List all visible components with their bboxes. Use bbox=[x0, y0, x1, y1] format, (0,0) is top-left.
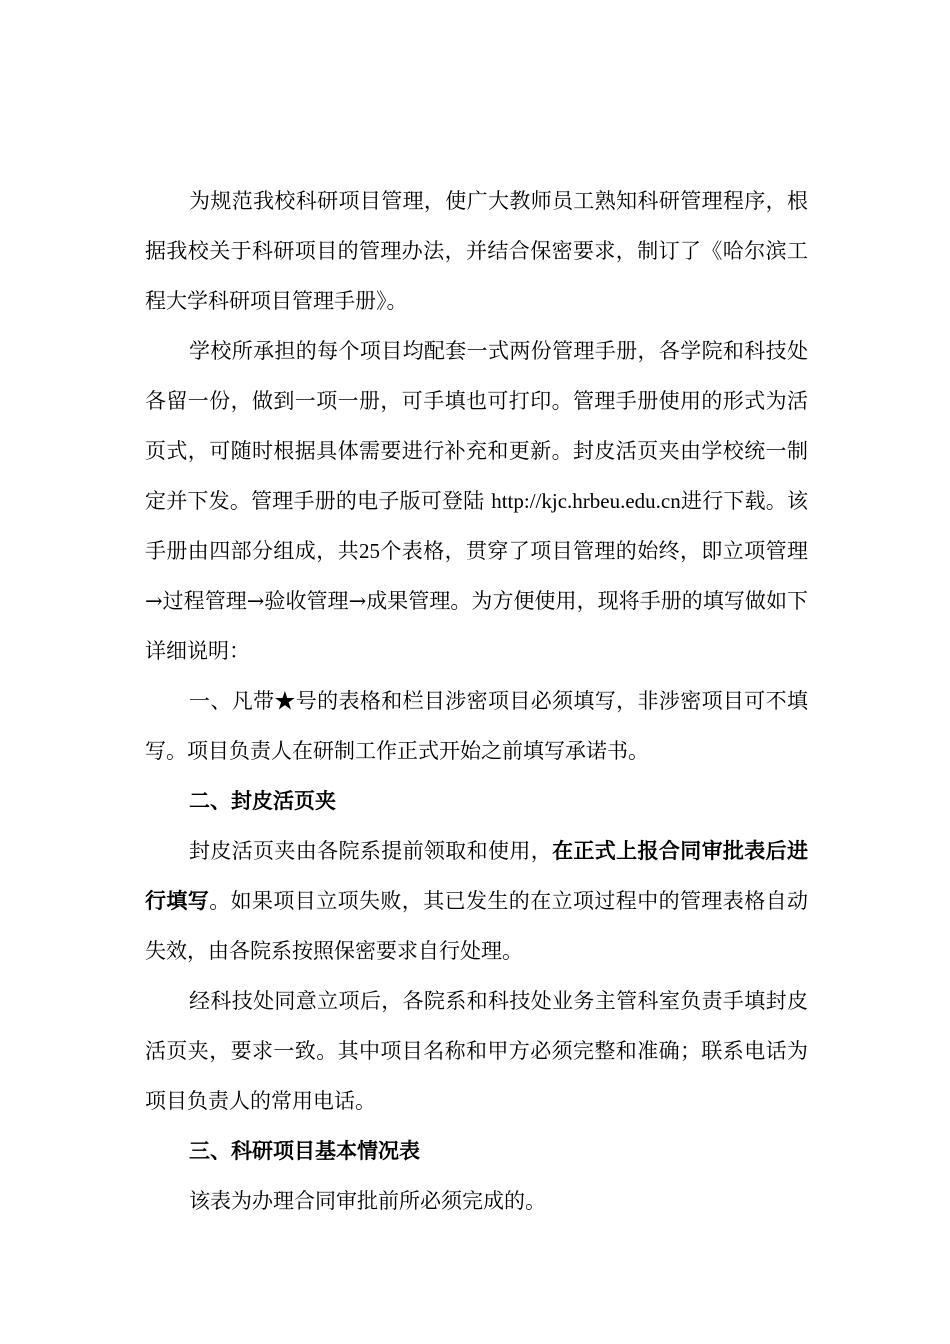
confidential-note-paragraph: 一、凡带★号的表格和栏目涉密项目必须填写，非涉密项目可不填写。项目负责人在研制工作正式开始之前填写承诺书。 bbox=[145, 689, 808, 763]
structure-text: 个表格，贯穿了项目管理的始终，即立项管理→过程管理→验收管理→成果管理。为方便使用，现将手册的填写做如下详细说明： bbox=[145, 539, 808, 663]
basic-info-paragraph: 该表为办理合同审批前所必须完成的。 bbox=[189, 1189, 546, 1213]
section-heading-cover: 二、封皮活页夹 bbox=[189, 789, 336, 813]
table-count: 25 bbox=[359, 539, 380, 563]
intro-paragraph: 为规范我校科研项目管理，使广大教师员工熟知科研管理程序，根据我校关于科研项目的管理办法，并结合保密要求，制订了《哈尔滨工程大学科研项目管理手册》。 bbox=[145, 189, 808, 313]
cover-text: 封皮活页夹由各院系提前领取和使用， bbox=[189, 839, 553, 863]
cover-fill-paragraph: 经科技处同意立项后，各院系和科技处业务主管科室负责手填封皮活页夹，要求一致。其中项目名称和甲方必须完整和准确；联系电话为项目负责人的常用电话。 bbox=[145, 989, 808, 1113]
cover-paragraph bbox=[145, 826, 808, 976]
cover-text-rest: 。如果项目立项失败，其已发生的在立项过程中的管理表格自动失效，由各院系按照保密要求自行处理。 bbox=[145, 889, 809, 963]
section-heading-basic-info: 三、科研项目基本情况表 bbox=[189, 1139, 420, 1163]
manual-description-text: 学校所承担的每个项目均配套一式两份管理手册，各学院和科技处各留一份，做到一项一册，可手填也可打印。管理手册使用的形式为活页式，可随时根据具体需要进行补充和更新。封皮活页夹由学校统一制定并下发。管理手册的电子版可登陆 bbox=[145, 339, 808, 513]
download-text: 进行下载。该手册由四部分组成，共 bbox=[145, 489, 808, 563]
document-page bbox=[145, 176, 808, 1226]
download-link[interactable]: http://kjc.hrbeu.edu.cn bbox=[491, 489, 681, 513]
cover-emphasis: 在正式上报合同审批表后进行填写 bbox=[145, 839, 809, 913]
manual-description-paragraph bbox=[145, 326, 808, 676]
